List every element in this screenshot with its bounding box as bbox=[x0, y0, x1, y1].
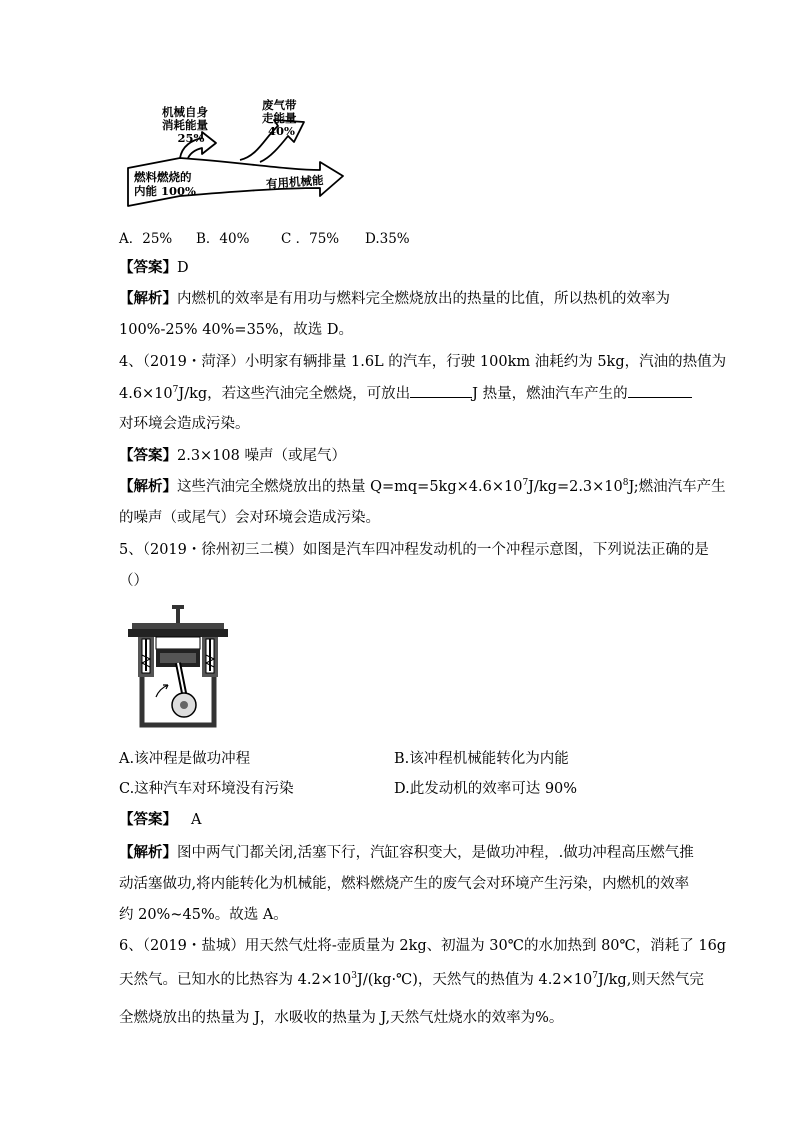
q3-option-b: B．40% bbox=[196, 231, 250, 247]
q5-option-c: C.这种汽车对环境没有污染 bbox=[119, 781, 294, 797]
q5-analysis-line-2: 动活塞做功,将内能转化为机械能，燃料燃烧产生的废气会对环境产生污染，内燃机的效率 bbox=[119, 876, 690, 892]
q3-analysis-line-1: 【解析】内燃机的效率是有用功与燃料完全燃烧放出的热量的比值，所以热机的效率为 bbox=[119, 290, 670, 307]
q4-blank-1[interactable] bbox=[410, 383, 472, 398]
useful-work-label: 有用机械能 bbox=[265, 173, 324, 191]
q6-stem-line-3: 全燃烧放出的热量为 J，水吸收的热量为 J,天然气灶烧水的效率为%。 bbox=[119, 1010, 564, 1026]
q4-answer: 【答案】2.3×108 噪声（或尾气） bbox=[119, 447, 346, 464]
q6-stem-line-2: 天然气。已知水的比热容为 $4.2\times 10^3J/(kg\cdot℃)$，天然气的热值为 $4.2\times 10^7J/kg$,则天然气完 bbox=[119, 971, 704, 988]
q5-stem-line-1: 5、（2019・徐州初三二模）如图是汽车四冲程发动机的一个冲程示意图，下列说法正确的是 bbox=[119, 542, 709, 558]
q3-option-a: A．25% bbox=[119, 231, 173, 247]
q3-answer: 【答案】D bbox=[119, 259, 189, 276]
q4-analysis-line-1: 【解析】这些汽油完全燃烧放出的热量 $Q=mq=5kg\times 4.6\times 10^7J/kg=2.3\times 10^8J$;燃油汽车产生 bbox=[119, 478, 726, 495]
q3-option-c: C ．75% bbox=[281, 231, 340, 247]
q4-stem-line-3: 对环境会造成污染。 bbox=[119, 416, 250, 432]
self-loss-label: 机械自身 消耗能量 25% bbox=[162, 105, 208, 145]
fuel-energy-label: 燃料燃烧的 内能 100% bbox=[134, 170, 196, 198]
q4-blank-2[interactable] bbox=[628, 383, 692, 398]
q6-stem-line-1: 6、（2019・盐城）用天然气灶将-壶质量为 2kg、初温为 30℃的水加热到 80℃，消耗了 16g bbox=[119, 938, 727, 954]
q5-option-b: B.该冲程机械能转化为内能 bbox=[394, 751, 569, 767]
q5-analysis-line-3: 约 20%~45%。故选 A。 bbox=[119, 907, 288, 923]
energy-flow-diagram bbox=[118, 96, 350, 208]
q5-stem-line-2: （） bbox=[119, 573, 148, 589]
q3-analysis-line-2: 100%-25% 40%=35%，故选 D。 bbox=[119, 322, 354, 338]
q5-analysis-line-1: 【解析】图中两气门都关闭,活塞下行，汽缸容积变大，是做功冲程，.做功冲程高压燃气推 bbox=[119, 844, 694, 861]
q4-stem-line-1: 4、（2019・菏泽）小明家有辆排量 1.6L 的汽车，行驶 100km 油耗约为 5kg，汽油的热值为 bbox=[119, 354, 727, 370]
engine-cylinder-illustration bbox=[128, 605, 228, 735]
engine-stroke-diagram bbox=[128, 605, 228, 735]
q4-stem-line-2: $4.6\times 10^7J/kg$，若这些汽油完全燃烧，可放出 J 热量，燃油汽车产生的 bbox=[119, 383, 692, 404]
q5-option-d: D.此发动机的效率可达 90% bbox=[394, 781, 578, 797]
q3-option-d: D.35% bbox=[365, 231, 410, 247]
q4-analysis-line-2: 的噪声（或尾气）会对环境会造成污染。 bbox=[119, 510, 380, 526]
q5-option-a: A.该冲程是做功冲程 bbox=[119, 751, 251, 767]
q5-answer: 【答案】 A bbox=[119, 811, 202, 828]
exhaust-loss-label: 废气带 走能量 40% bbox=[262, 98, 297, 138]
